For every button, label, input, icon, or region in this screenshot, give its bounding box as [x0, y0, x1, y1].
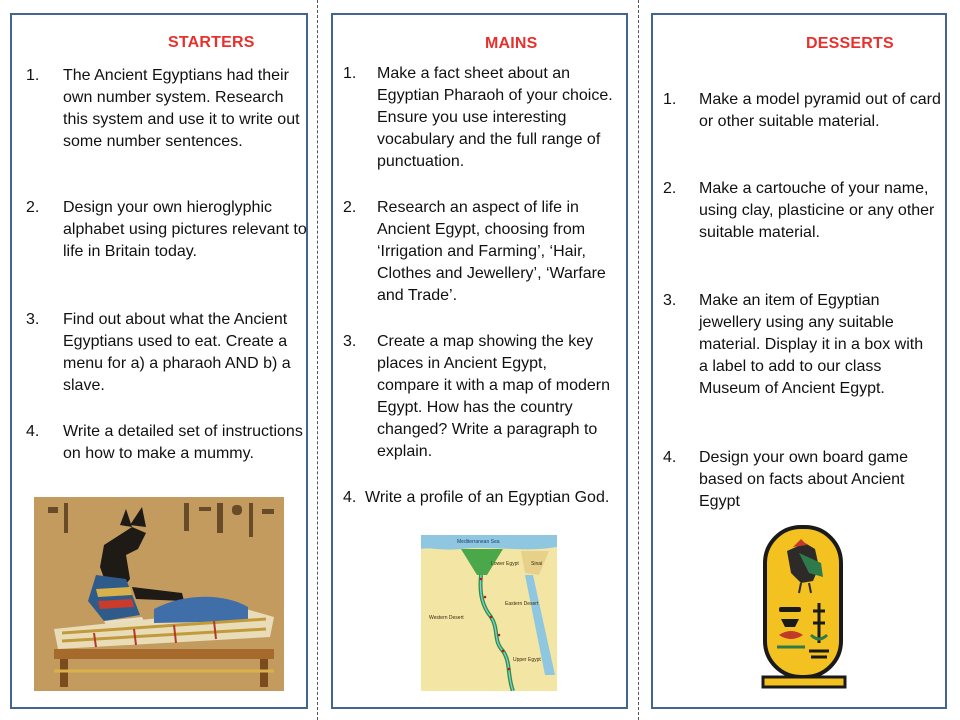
- item-text: Make a model pyramid out of card or other suitable material.: [699, 91, 941, 130]
- anubis-mummy-image: [34, 497, 284, 691]
- egypt-map-image: [421, 535, 557, 691]
- item-text: Make a cartouche of your name, using clay, plasticine or any other suitable material.: [699, 180, 935, 241]
- item-number: 3.: [663, 292, 677, 309]
- starters-panel: [10, 13, 308, 709]
- item-text: Find out about what the Ancient Egyptians used to eat. Create a menu for a) a pharaoh AND b) a slave.: [63, 311, 291, 394]
- desserts-panel: [651, 13, 947, 709]
- map-western-label: Western Desert: [429, 615, 464, 621]
- item-text: Design your own hieroglyphic alphabet using pictures relevant to life in Britain today.: [63, 199, 307, 260]
- item-number: 2.: [343, 199, 357, 216]
- item-number: 3.: [26, 311, 40, 328]
- mains-panel: [331, 13, 628, 709]
- item-text: Design your own board game based on facts about Ancient Egypt: [699, 449, 909, 510]
- item-number: 4.: [663, 449, 677, 466]
- fold-line-left: [317, 0, 318, 720]
- item-text: Write a profile of an Egyptian God.: [365, 489, 610, 506]
- mains-title: MAINS: [485, 35, 538, 52]
- item-text: The Ancient Egyptians had their own number system. Research this system and use it to write out some number sentences.: [63, 67, 300, 150]
- anubis-mummy-painting: [34, 497, 284, 691]
- fold-line-right: [638, 0, 639, 720]
- item-number: 4.: [343, 489, 357, 506]
- item-text: Make an item of Egyptian jewellery using any suitable material. Display it in a box with a label to add to our class Museum of Ancient Egypt.: [699, 292, 924, 397]
- map-upper-label: Upper Egypt: [513, 657, 541, 663]
- map-eastern-label: Eastern Desert: [505, 601, 539, 607]
- map-sinai-label: Sinai: [531, 561, 543, 567]
- map-sea-label: Mediterranean Sea: [457, 539, 500, 545]
- item-text: Research an aspect of life in Ancient Egypt, choosing from ‘Irrigation and Farming’, ‘Hair, Clothes and Jewellery’, ‘Warfare and Trade’.: [377, 199, 606, 304]
- desserts-title: DESSERTS: [806, 35, 894, 52]
- cartouche-drawing: [761, 523, 847, 691]
- map-lower-label: Lower Egypt: [491, 561, 519, 567]
- item-number: 1.: [26, 67, 40, 84]
- item-number: 1.: [663, 91, 677, 108]
- item-number: 3.: [343, 333, 357, 350]
- item-text: Write a detailed set of instructions on how to make a mummy.: [63, 423, 303, 462]
- item-text: Make a fact sheet about an Egyptian Pharaoh of your choice. Ensure you use interesting vocabulary and the full range of punctuation.: [377, 65, 613, 170]
- item-number: 1.: [343, 65, 357, 82]
- item-number: 4.: [26, 423, 40, 440]
- item-number: 2.: [26, 199, 40, 216]
- cartouche-image: [761, 523, 847, 691]
- starters-title: STARTERS: [168, 34, 255, 51]
- item-number: 2.: [663, 180, 677, 197]
- item-text: Create a map showing the key places in Ancient Egypt, compare it with a map of modern Egypt. How has the country changed? Write a paragraph to explain.: [377, 333, 610, 460]
- egypt-map: [421, 535, 557, 691]
